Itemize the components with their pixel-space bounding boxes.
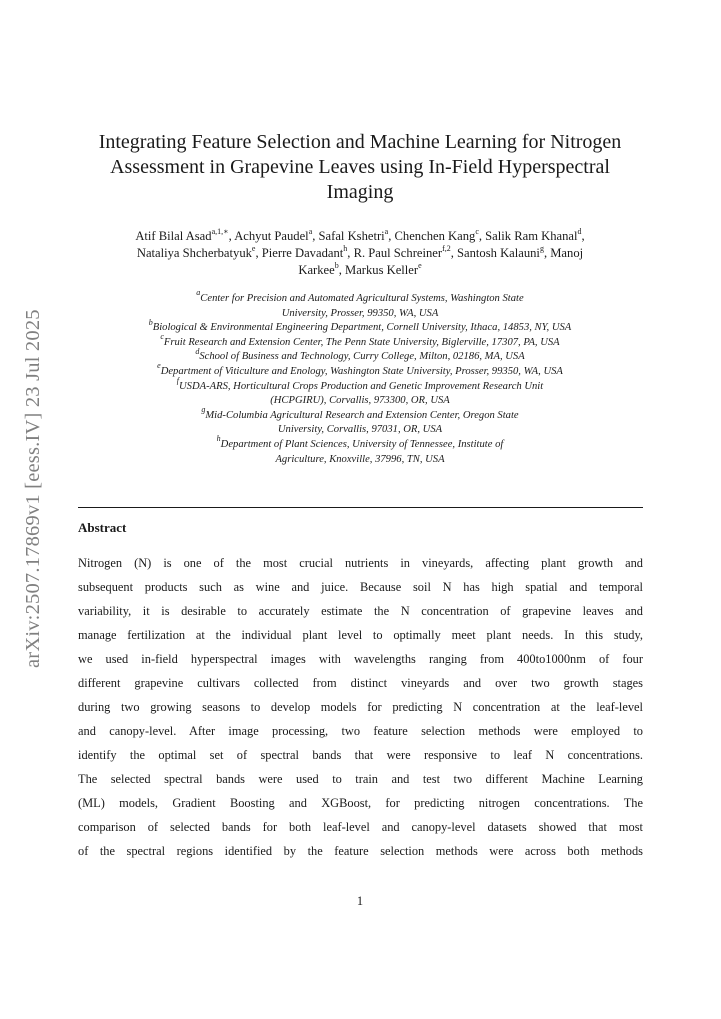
affiliation-text: USDA-ARS, Horticultural Crops Production and Genetic Improvement Research Unit: [179, 380, 544, 392]
affiliation-text: University, Prosser, 99350, WA, USA: [281, 307, 439, 319]
abstract-line: we used in-field hyperspectral images with wavelengths ranging from 400to1000nm of four: [78, 652, 643, 666]
author-name: Nataliya Shcherbatyuk: [136, 246, 252, 260]
affiliation-marker: h: [216, 434, 221, 444]
affiliation-marker: c: [160, 332, 164, 342]
affiliation-marker: b: [148, 317, 153, 327]
affiliation-text: Department of Viticulture and Enology, Washington State University, Prosser, 99350, WA, USA: [160, 365, 563, 377]
affiliation-line: [86, 317, 634, 336]
affiliation-marker: e: [157, 361, 161, 371]
affiliation-marker: d: [195, 346, 200, 356]
affiliation-line: [86, 434, 634, 453]
author-affiliation-marker: d: [577, 226, 582, 236]
author-name: Manoj: [550, 246, 584, 260]
affiliation-text: Agriculture, Knoxville, 37996, TN, USA: [275, 453, 445, 465]
affiliation-text: Fruit Research and Extension Center, The Penn State University, Biglerville, 17307, PA, USA: [163, 336, 560, 348]
affiliation-line: [86, 453, 634, 468]
title-line: Imaging: [326, 181, 394, 203]
affiliation-list: [86, 288, 634, 467]
section-divider: [78, 507, 643, 508]
author-name: Pierre Davadant: [261, 246, 344, 260]
affiliation-line: [86, 423, 634, 438]
author-name: Karkee: [298, 263, 335, 277]
abstract-line: The selected spectral bands were used to train and test two different Machine Learning: [78, 772, 643, 786]
abstract-body: [78, 551, 643, 863]
affiliation-line: [86, 361, 634, 380]
author-affiliation-marker: b: [334, 260, 339, 270]
abstract-line: different grapevine cultivars collected from distinct vineyards and over two growth stages: [78, 676, 643, 690]
paper-title: [70, 130, 650, 205]
author-affiliation-marker: e: [251, 243, 256, 253]
affiliation-text: School of Business and Technology, Curry College, Milton, 02186, MA, USA: [199, 351, 525, 363]
affiliation-text: Mid-Columbia Agricultural Research and Extension Center, Oregon State: [205, 409, 519, 421]
title-line: Integrating Feature Selection and Machine Learning for Nitrogen: [98, 131, 622, 153]
affiliation-text: Biological & Environmental Engineering Department, Cornell University, Ithaca, 14853, NY, USA: [152, 322, 572, 334]
abstract-line: identify the optimal set of spectral bands that were responsive to leaf N concentrations.: [78, 748, 643, 762]
affiliation-marker: f: [176, 376, 180, 386]
abstract-line: and canopy-level. After image processing, two feature selection methods were employed to: [78, 724, 643, 738]
author-name: R. Paul Schreiner: [353, 246, 443, 260]
author-affiliation-marker: g: [539, 243, 544, 253]
author-list: Atif Bilal Asad$^{a,1,∗}$, Achyut Paudel$^a$, Safal Kshetri$^a$, Chenchen Kang$^c$, Salik Ram Khanal$^d$, Nataliya Shcherbatyuk$^e$, Pierre Davadant$^h$, R. Paul Schreiner$^{f,2}$, Santosh Kalauni$^g$, Manoj Karkee$^b$, Markus Keller$^e$: [135, 226, 585, 277]
author-name: Santosh Kalauni: [457, 246, 540, 260]
abstract-line: subsequent products such as wine and juice. Because soil N has high spatial and temporal: [78, 580, 643, 594]
affiliation-text: Department of Plant Sciences, University of Tennessee, Institute of: [220, 438, 504, 450]
affiliation-line: [86, 405, 634, 424]
author-affiliation-marker: f,2: [442, 243, 451, 253]
author-name: Chenchen Kang: [394, 229, 476, 243]
affiliation-line: [86, 307, 634, 322]
page-number: 1: [356, 894, 364, 908]
abstract-line: of the spectral regions identified by the feature selection methods were across both methods: [78, 844, 643, 858]
author-affiliation-marker: a,1,∗: [211, 226, 229, 236]
abstract-line: (ML) models, Gradient Boosting and XGBoost, for predicting nitrogen concentrations. The: [78, 796, 643, 810]
affiliation-line: [86, 394, 634, 409]
affiliation-line: [86, 332, 634, 351]
abstract-line: Nitrogen (N) is one of the most crucial nutrients in vineyards, affecting plant growth and: [78, 556, 643, 570]
abstract-line: during two growing seasons to develop models for predicting N concentration at the leaf-level: [78, 700, 643, 714]
author-affiliation-marker: h: [343, 243, 348, 253]
author-affiliation-marker: a: [308, 226, 313, 236]
affiliation-text: University, Corvallis, 97031, OR, USA: [277, 424, 443, 436]
affiliation-text: Center for Precision and Automated Agricultural Systems, Washington State: [200, 293, 524, 304]
affiliation-line: [86, 346, 634, 365]
abstract-line: variability, it is desirable to accurately estimate the N concentration of grapevine leaves and: [78, 604, 643, 618]
abstract-heading: Abstract: [78, 520, 127, 535]
affiliation-line: [86, 376, 634, 395]
affiliation-text: (HCPGIRU), Corvallis, 973300, OR, USA: [270, 395, 450, 407]
arxiv-identifier: arXiv:2507.17869v1 [eess.IV] 23 Jul 2025: [22, 309, 44, 668]
author-name: Safal Kshetri: [318, 229, 385, 243]
author-affiliation-marker: e: [418, 260, 422, 270]
affiliation-marker: a: [196, 288, 201, 298]
abstract-line: comparison of selected bands for both leaf-level and canopy-level datasets showed that most: [78, 820, 643, 834]
affiliation-line: [86, 288, 634, 307]
author-affiliation-marker: c: [475, 226, 479, 236]
author-name: Salik Ram Khanal: [485, 229, 578, 243]
title-line: Assessment in Grapevine Leaves using In-Field Hyperspectral: [110, 156, 610, 178]
author-name: Atif Bilal Asad: [135, 229, 212, 243]
author-name: Markus Keller: [345, 263, 419, 277]
affiliation-marker: g: [201, 405, 206, 415]
abstract-line: manage fertilization at the individual plant level to optimally meet plant needs. In this study,: [78, 628, 643, 642]
author-name: Achyut Paudel: [234, 229, 309, 243]
author-affiliation-marker: a: [384, 226, 389, 236]
